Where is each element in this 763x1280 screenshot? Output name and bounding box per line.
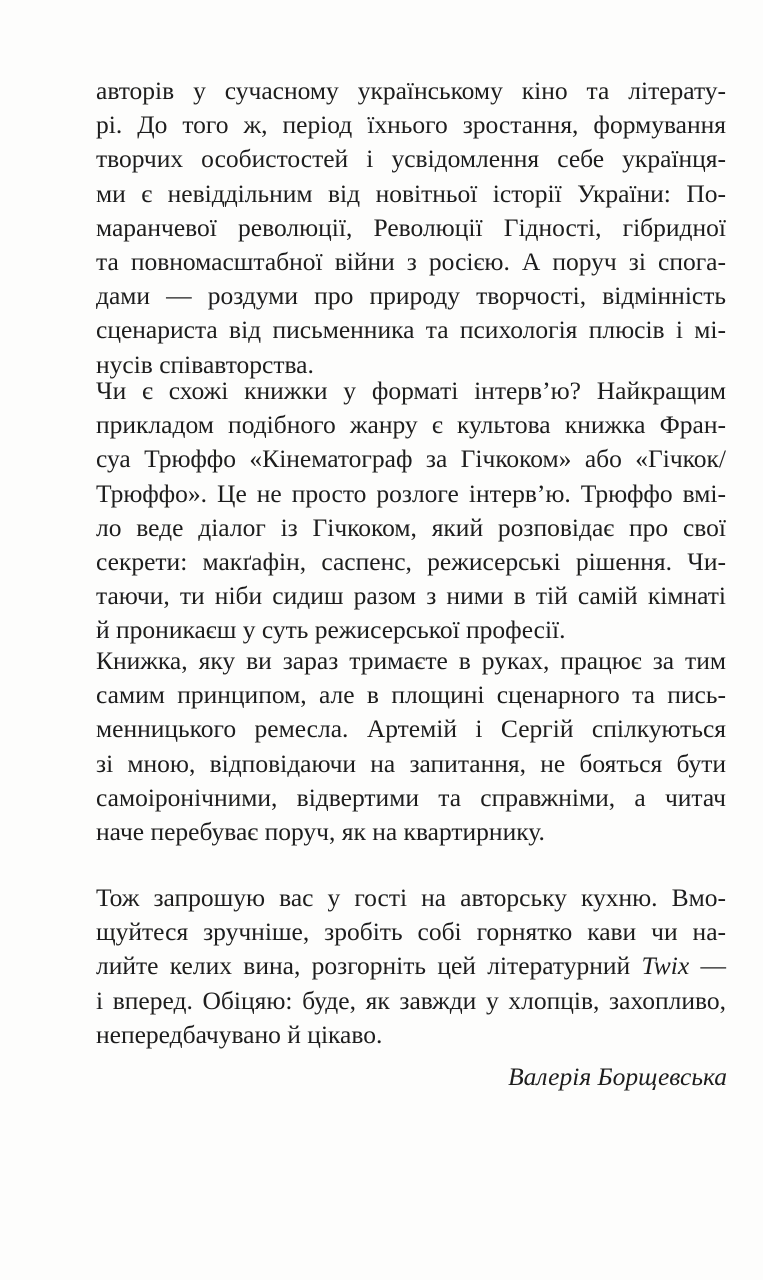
text-line: самоіронічними, відвертими та справжніми, а читач (96, 782, 726, 812)
text-line: маранчевої революції, Революції Гідності, гібридної (96, 212, 726, 242)
text-line (96, 949, 726, 983)
paragraph-2 (96, 374, 726, 648)
text-line: непередбачувано й цікаво. (96, 1019, 383, 1049)
text-line: сценариста від письменника та психологія плюсів і мі- (96, 315, 726, 345)
text-line: творчих особистостей і усвідомлення себе українця- (96, 144, 726, 174)
text-line: Тож запрошую вас у гості на авторську кухню. Вмо- (96, 883, 726, 912)
paragraph-4 (96, 881, 726, 1052)
text-line: наче перебуває поруч, як на квартирнику. (96, 816, 545, 846)
text-line: авторів у сучасному українському кіно та літерату- (96, 76, 726, 105)
text-line: зі мною, відповідаючи на запитання, не бояться бути (96, 748, 726, 778)
text-line: Чи є схожі книжки у форматі інтерв’ю? Найкращим (96, 376, 726, 405)
text-line: і вперед. Обіцяю: буде, як завжди у хлопців, захопливо, (96, 985, 726, 1015)
text-line: й проникаєш у суть режисерської професії. (96, 615, 566, 645)
text-line: менницького ремесла. Артемій і Сергій спілкуються (96, 714, 726, 744)
text-line: Трюффо». Це не просто розлоге інтерв’ю. Трюффо вмі- (96, 478, 726, 508)
text-line: та повномасштабної війни з росією. А поруч зі спога- (96, 246, 726, 276)
text-line: щуйтеся зручніше, зробіть собі горнятко кави чи на- (96, 917, 726, 947)
text-line: дами — роздуми про природу творчості, відмінність (96, 281, 726, 311)
text-segment: — (689, 951, 727, 981)
text-line: ми є невіддільним від новітньої історії України: По- (96, 178, 726, 208)
text-segment: лийте келих вина, розгорніть цей літературний (96, 951, 642, 981)
text-line: прикладом подібного жанру є культова книжка Фран- (96, 410, 726, 440)
text-line: ло веде діалог із Гічкоком, який розповідає про свої (96, 512, 726, 542)
text-line: самим принципом, але в площині сценарного та пись- (96, 680, 726, 710)
italic-brand-name: Twix (641, 951, 690, 981)
text-line: таючи, ти ніби сидиш разом з ними в тій самій кімнаті (96, 581, 726, 611)
paragraph-3 (96, 644, 726, 849)
author-signature: Валерія Борщевська (508, 1062, 727, 1091)
text-line: суа Трюффо «Кінематограф за Гічкоком» або «Гічкок/ (96, 444, 726, 474)
text-line: рі. До того ж, період їхнього зростання, формування (96, 110, 726, 140)
text-line: Книжка, яку ви зараз тримаєте в руках, працює за тим (96, 646, 726, 675)
paragraph-1 (96, 74, 726, 382)
text-line: нусів співавторства. (96, 349, 314, 379)
text-line: секрети: макґафін, саспенс, режисерські рішення. Чи- (96, 546, 726, 576)
